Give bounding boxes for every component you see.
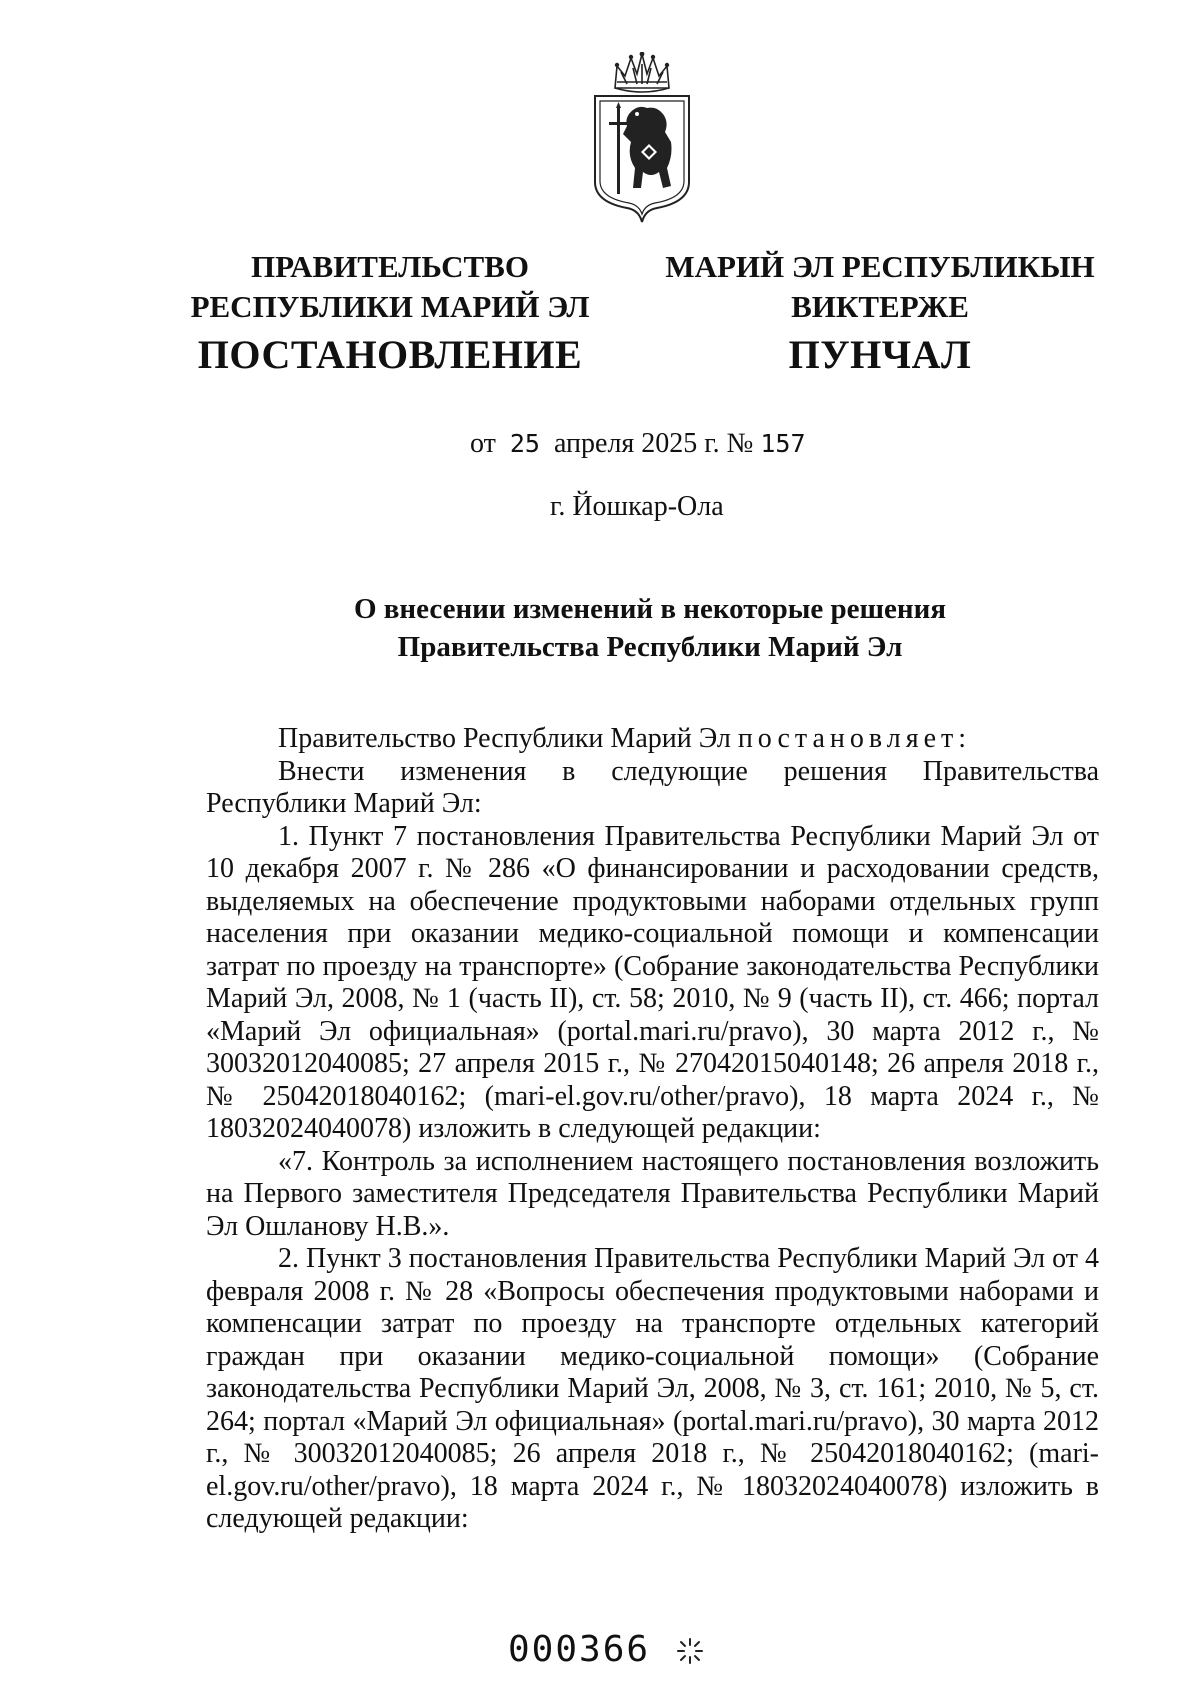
header-left-line1: ПРАВИТЕЛЬСТВО	[251, 249, 529, 284]
city: г. Йошкар-Ола	[550, 491, 724, 522]
paragraph-intro: Внести изменения в следующие решения Правительства Республики Марий Эл:	[206, 755, 1099, 819]
paragraph-item-2: 2. Пункт 3 постановления Правительства Республики Марий Эл от 4 февраля 2008 г. № 28 «Вопросы обеспечения продуктовыми наборами и компенсации затрат по проезду на транспорте отдельных категорий граждан при оказании медико-социальной помощи» (Собрание законодательства Республики Марий Эл, 2008, № 3, ст. 161; 2010, № 5, ст. 264; портал «Марий Эл официальная» (portal.mari.ru/pravo), 30 марта 2012 г., № 30032012040085; 26 апреля 2018 г., № 25042018040162; (mari-el.gov.ru/other/pravo), 18 марта 2024 г., № 18032024040078) изложить в следующей редакции:	[206, 1243, 1099, 1534]
date-line	[470, 428, 806, 460]
doc-type-left: ПОСТАНОВЛЕНИЕ	[197, 332, 583, 377]
date-prefix: от	[470, 428, 496, 459]
title-line2: Правительства Республики Марий Эл	[397, 631, 903, 663]
document-title	[300, 590, 1000, 666]
security-mark-icon	[676, 1637, 704, 1665]
doc-type-right: ПУНЧАЛ	[788, 332, 972, 377]
header-left-line2: РЕСПУБЛИКИ МАРИЙ ЭЛ	[190, 289, 590, 324]
document-body	[206, 723, 1099, 1536]
header-left	[190, 247, 590, 327]
header-right-line2: ВИКТЕРЖЕ	[791, 289, 969, 324]
paragraph-preamble	[206, 723, 1099, 756]
date-day: 25	[509, 429, 540, 458]
paragraph-item-1: 1. Пункт 7 постановления Правительства Республики Марий Эл от 10 декабря 2007 г. № 286 «О финансировании и расходовании средств, выделяемых на обеспечение продуктовыми наборами отдельных групп населения при оказании медико-социальной помощи и компенсации затрат по проезду на транспорте» (Собрание законодательства Республики Марий Эл, 2008, № 1 (часть II), ст. 58; 2010, № 9 (часть II), ст. 466; портал «Марий Эл официальная» (portal.mari.ru/pravo), 30 марта 2012 г., № 30032012040085; 27 апреля 2015 г., № 27042015040148; 26 апреля 2018 г., № 25042018040162; (mari-el.gov.ru/other/pravo), 18 марта 2024 г., № 18032024040078) изложить в следующей редакции:	[206, 820, 1099, 1144]
serial-number: 000366	[508, 1629, 651, 1670]
preamble-verb: постановляет:	[737, 723, 972, 754]
header-right-line1: МАРИЙ ЭЛ РЕСПУБЛИКЫН	[665, 249, 1095, 284]
coat-of-arms-icon	[587, 52, 697, 224]
header-right	[655, 247, 1105, 327]
title-line1: О внесении изменений в некоторые решения	[353, 593, 947, 625]
doc-number: 157	[760, 429, 806, 458]
paragraph-quote-7: «7. Контроль за исполнением настоящего постановления возложить на Первого заместителя Председателя Правительства Республики Марий Эл Ошланову Н.В.».	[206, 1145, 1099, 1242]
preamble-lead: Правительство Республики Марий Эл	[278, 723, 731, 754]
date-rest: апреля 2025 г. №	[553, 428, 754, 459]
